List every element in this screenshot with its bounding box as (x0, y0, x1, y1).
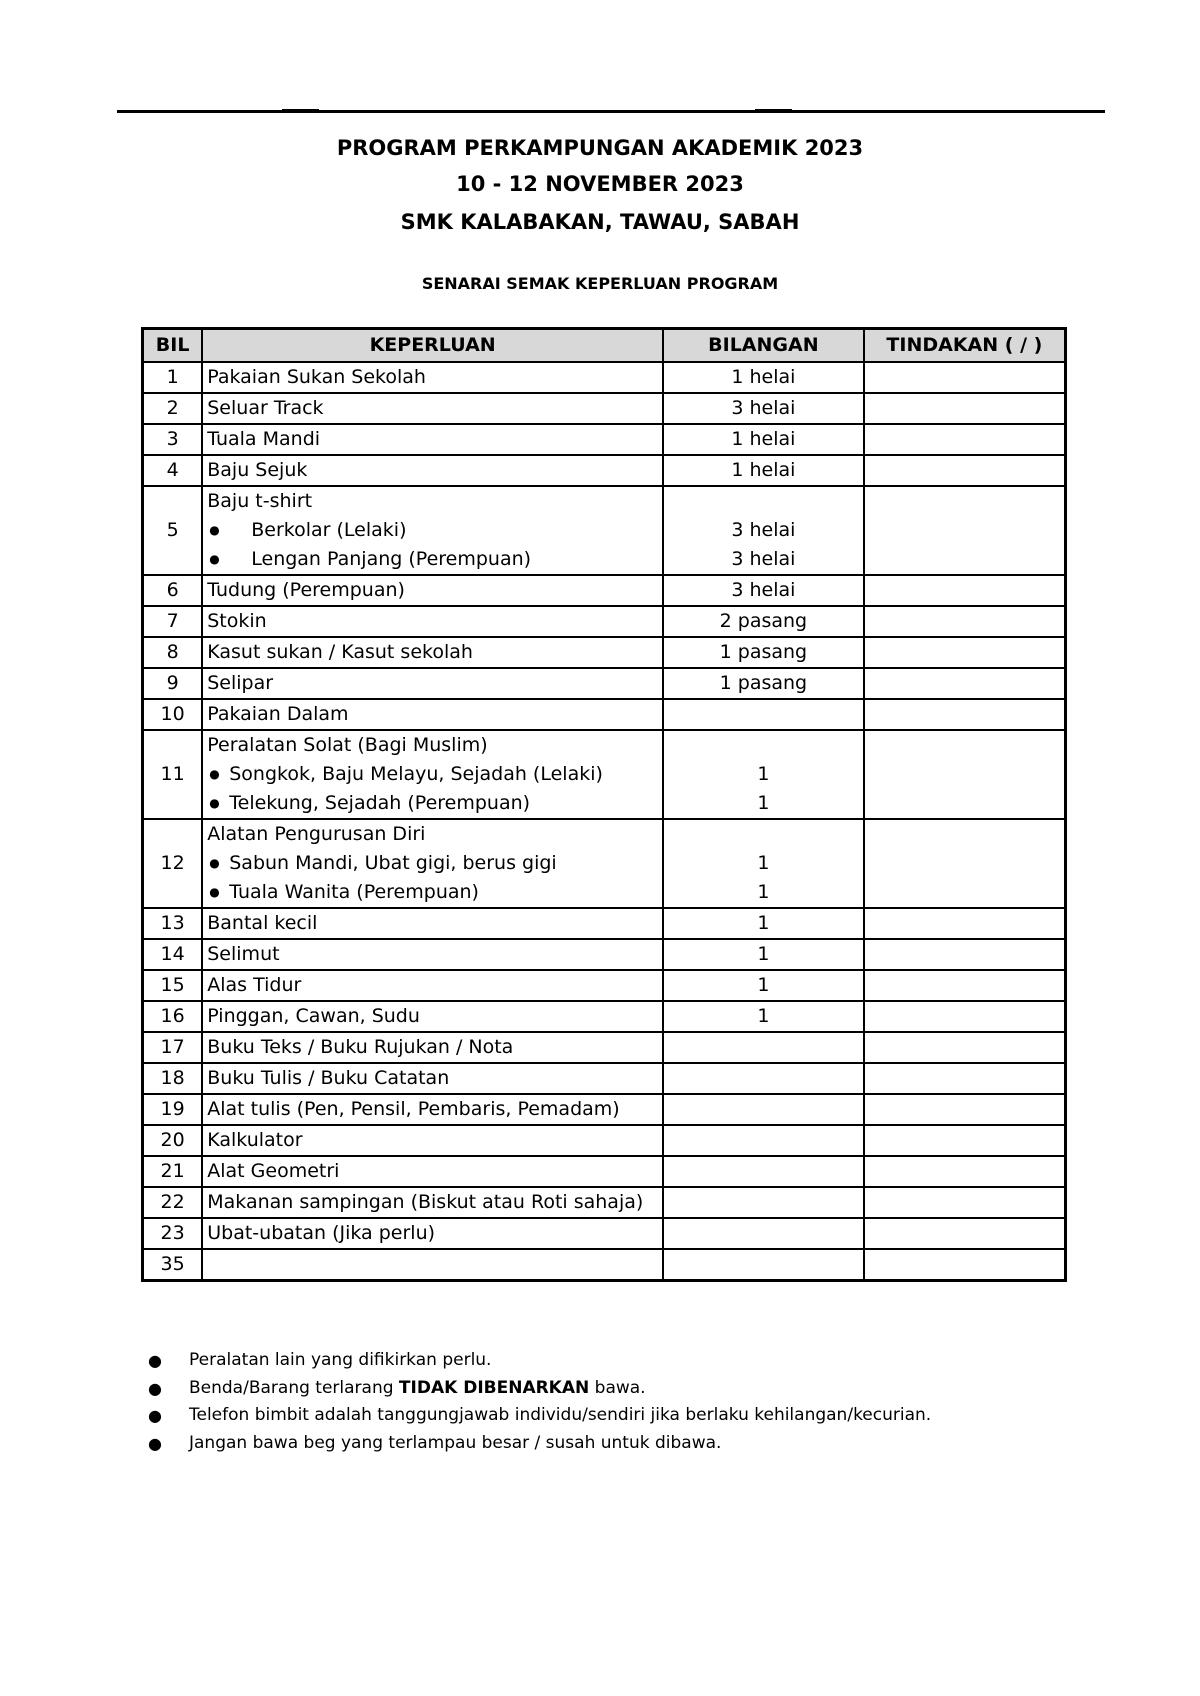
bullet-icon: ● (148, 1433, 162, 1453)
checklist-table (141, 327, 1067, 1282)
sub-quantity: 1 (757, 792, 770, 814)
row-number: 3 (143, 424, 203, 455)
action-checkbox-cell[interactable] (864, 637, 1066, 668)
note-item (148, 1375, 1098, 1403)
note-item (148, 1430, 1098, 1458)
note-item (148, 1347, 1098, 1375)
sub-quantity: 1 (757, 763, 770, 785)
action-checkbox-cell[interactable] (864, 606, 1066, 637)
row-item: Alat Geometri (202, 1156, 663, 1187)
row-number: 20 (143, 1125, 203, 1156)
bullet-icon: ● (148, 1406, 162, 1425)
row-quantity (663, 1063, 864, 1094)
row-item (202, 1249, 663, 1281)
row-quantity (663, 699, 864, 730)
quantity-spacer (668, 731, 859, 760)
row-quantity (663, 1218, 864, 1249)
row-quantity: 1 pasang (663, 668, 864, 699)
divider-accent-right (755, 109, 792, 111)
table-row (143, 1001, 1066, 1032)
table-row (143, 1063, 1066, 1094)
row-number: 21 (143, 1156, 203, 1187)
item-label: Peralatan Solat (Bagi Muslim) (207, 734, 488, 756)
row-item: Makanan sampingan (Biskut atau Roti sahaja) (202, 1187, 663, 1218)
action-checkbox-cell[interactable] (864, 1094, 1066, 1125)
action-checkbox-cell[interactable] (864, 908, 1066, 939)
table-row (143, 606, 1066, 637)
row-quantity (663, 1125, 864, 1156)
row-number: 22 (143, 1187, 203, 1218)
row-quantity (663, 1094, 864, 1125)
table-row (143, 730, 1066, 819)
action-checkbox-cell[interactable] (864, 393, 1066, 424)
action-checkbox-cell[interactable] (864, 1249, 1066, 1281)
row-quantity: 1 (663, 939, 864, 970)
document-title: PROGRAM PERKAMPUNGAN AKADEMIK 2023 (336, 136, 864, 160)
row-quantity (663, 1156, 864, 1187)
divider-accent-left (282, 109, 319, 111)
table-row (143, 1187, 1066, 1218)
row-quantity (663, 1249, 864, 1281)
table-row (143, 668, 1066, 699)
row-item: Tuala Mandi (202, 424, 663, 455)
row-item: Bantal kecil (202, 908, 663, 939)
header-bil: BIL (143, 329, 203, 363)
header-keperluan: KEPERLUAN (202, 329, 663, 363)
event-dates: 10 - 12 NOVEMBER 2023 (456, 172, 744, 196)
row-number: 7 (143, 606, 203, 637)
action-checkbox-cell[interactable] (864, 1001, 1066, 1032)
row-number: 2 (143, 393, 203, 424)
bullet-icon: ● (148, 1378, 162, 1398)
action-checkbox-cell[interactable] (864, 575, 1066, 606)
row-item: Pakaian Sukan Sekolah (202, 362, 663, 393)
action-checkbox-cell[interactable] (864, 1032, 1066, 1063)
row-item: Kalkulator (202, 1125, 663, 1156)
row-item: Alat tulis (Pen, Pensil, Pembaris, Pemadam) (202, 1094, 663, 1125)
row-number: 11 (143, 730, 203, 819)
row-quantity: 2 pasang (663, 606, 864, 637)
row-item: Selimut (202, 939, 663, 970)
action-checkbox-cell[interactable] (864, 970, 1066, 1001)
row-number: 12 (143, 819, 203, 908)
quantity-spacer (668, 820, 859, 849)
row-quantity: 1 helai (663, 362, 864, 393)
action-checkbox-cell[interactable] (864, 1063, 1066, 1094)
note-text: Jangan bawa beg yang terlampau besar / susah untuk dibawa. (189, 1432, 722, 1453)
action-checkbox-cell[interactable] (864, 486, 1066, 575)
row-number: 23 (143, 1218, 203, 1249)
action-checkbox-cell[interactable] (864, 668, 1066, 699)
row-item: Baju Sejuk (202, 455, 663, 486)
action-checkbox-cell[interactable] (864, 1218, 1066, 1249)
row-number: 18 (143, 1063, 203, 1094)
table-row (143, 908, 1066, 939)
action-checkbox-cell[interactable] (864, 1156, 1066, 1187)
table-row (143, 1156, 1066, 1187)
row-item: Stokin (202, 606, 663, 637)
table-row (143, 1032, 1066, 1063)
row-item: Buku Tulis / Buku Catatan (202, 1063, 663, 1094)
row-number: 8 (143, 637, 203, 668)
row-number: 1 (143, 362, 203, 393)
row-item: Alas Tidur (202, 970, 663, 1001)
table-row (143, 455, 1066, 486)
action-checkbox-cell[interactable] (864, 819, 1066, 908)
row-item: Buku Teks / Buku Rujukan / Nota (202, 1032, 663, 1063)
sub-quantity: 1 (757, 852, 770, 874)
table-row (143, 699, 1066, 730)
sub-quantity: 1 (757, 881, 770, 903)
row-item (202, 730, 663, 819)
table-body (143, 362, 1066, 1281)
row-quantity (663, 1032, 864, 1063)
quantity-spacer (668, 487, 859, 516)
row-quantity (663, 1187, 864, 1218)
note-text: bawa. (589, 1377, 646, 1398)
note-emphasis: TIDAK DIBENARKAN (398, 1377, 590, 1398)
table-row (143, 1218, 1066, 1249)
action-checkbox-cell[interactable] (864, 455, 1066, 486)
header-bilangan: BILANGAN (663, 329, 864, 363)
table-row (143, 1249, 1066, 1281)
row-number: 19 (143, 1094, 203, 1125)
row-item: Seluar Track (202, 393, 663, 424)
table-row (143, 486, 1066, 575)
table-row (143, 1094, 1066, 1125)
row-quantity: 1 (663, 1001, 864, 1032)
sub-item: ● Lengan Panjang (Perempuan) (207, 545, 658, 574)
table-row (143, 362, 1066, 393)
row-number: 5 (143, 486, 203, 575)
row-item: Kasut sukan / Kasut sekolah (202, 637, 663, 668)
row-number: 16 (143, 1001, 203, 1032)
item-label: Alatan Pengurusan Diri (207, 823, 426, 845)
table-row (143, 970, 1066, 1001)
note-text: Peralatan lain yang difikirkan perlu. (189, 1350, 492, 1370)
sub-item: ● Tuala Wanita (Perempuan) (207, 878, 658, 907)
action-checkbox-cell[interactable] (864, 699, 1066, 730)
sub-item: ● Telekung, Sejadah (Perempuan) (207, 789, 658, 818)
item-label: Baju t-shirt (207, 490, 313, 512)
row-item (202, 819, 663, 908)
table-row (143, 637, 1066, 668)
sub-item: ● Songkok, Baju Melayu, Sejadah (Lelaki) (207, 760, 658, 789)
row-quantity: 1 pasang (663, 637, 864, 668)
sub-quantity: 3 helai (731, 519, 796, 541)
row-quantity (663, 486, 864, 575)
action-checkbox-cell[interactable] (864, 1125, 1066, 1156)
note-text: Benda/Barang terlarang (189, 1377, 399, 1398)
row-quantity: 3 helai (663, 575, 864, 606)
row-number: 15 (143, 970, 203, 1001)
row-number: 13 (143, 908, 203, 939)
row-quantity: 1 helai (663, 424, 864, 455)
row-number: 6 (143, 575, 203, 606)
row-number: 14 (143, 939, 203, 970)
top-divider (117, 110, 1105, 113)
row-number: 10 (143, 699, 203, 730)
action-checkbox-cell[interactable] (864, 424, 1066, 455)
row-item: Pakaian Dalam (202, 699, 663, 730)
table-row (143, 393, 1066, 424)
row-item: Tudung (Perempuan) (202, 575, 663, 606)
table-row (143, 819, 1066, 908)
row-quantity: 1 helai (663, 455, 864, 486)
sub-quantity: 3 helai (731, 548, 796, 570)
row-number: 17 (143, 1032, 203, 1063)
action-checkbox-cell[interactable] (864, 1187, 1066, 1218)
table-row (143, 424, 1066, 455)
table-row (143, 939, 1066, 970)
row-quantity: 3 helai (663, 393, 864, 424)
row-item: Pinggan, Cawan, Sudu (202, 1001, 663, 1032)
row-number: 4 (143, 455, 203, 486)
row-item (202, 486, 663, 575)
action-checkbox-cell[interactable] (864, 730, 1066, 819)
row-quantity (663, 819, 864, 908)
bullet-icon: ● (148, 1351, 162, 1370)
sub-item: ● Sabun Mandi, Ubat gigi, berus gigi (207, 849, 658, 878)
sub-item: ● Berkolar (Lelaki) (207, 516, 658, 545)
table-row (143, 1125, 1066, 1156)
checklist-subtitle: SENARAI SEMAK KEPERLUAN PROGRAM (421, 274, 779, 293)
row-quantity: 1 (663, 908, 864, 939)
header-tindakan: TINDAKAN ( / ) (864, 329, 1066, 363)
row-quantity (663, 730, 864, 819)
action-checkbox-cell[interactable] (864, 939, 1066, 970)
row-item: Ubat-ubatan (Jika perlu) (202, 1218, 663, 1249)
table-header-row (143, 329, 1066, 363)
note-item (148, 1402, 1098, 1430)
row-item: Selipar (202, 668, 663, 699)
row-number: 35 (143, 1249, 203, 1281)
table-row (143, 575, 1066, 606)
event-venue: SMK KALABAKAN, TAWAU, SABAH (400, 210, 800, 234)
notes-list (148, 1347, 1098, 1457)
row-number: 9 (143, 668, 203, 699)
action-checkbox-cell[interactable] (864, 362, 1066, 393)
note-text: Telefon bimbit adalah tanggungjawab individu/sendiri jika berlaku kehilangan/kecurian. (189, 1405, 932, 1425)
row-quantity: 1 (663, 970, 864, 1001)
